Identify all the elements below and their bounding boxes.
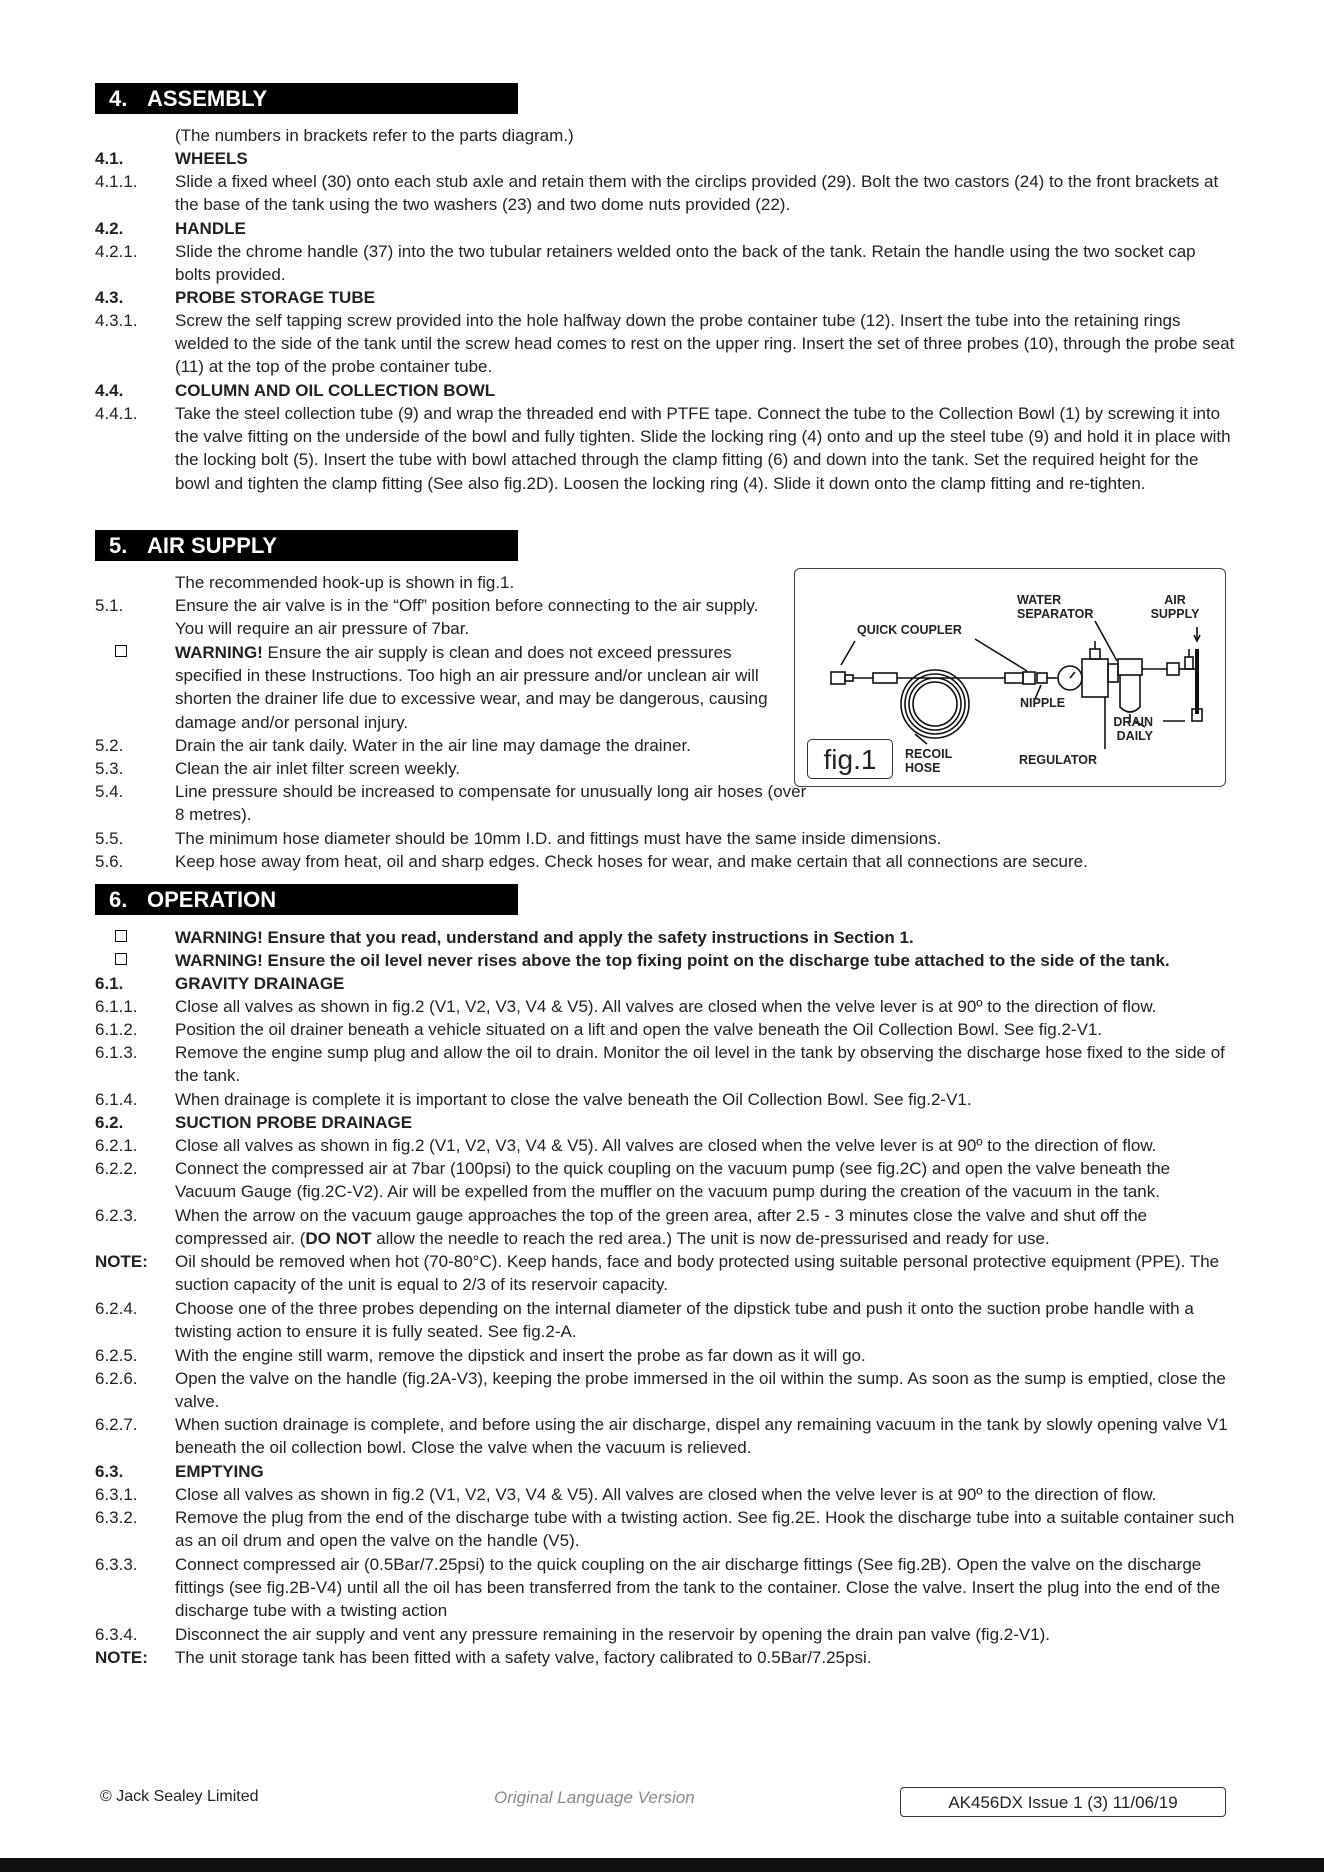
note-safety-valve: NOTE: The unit storage tank has been fitted with a safety valve, factory calibrated to 0.5Bar/7.25psi. bbox=[95, 1648, 872, 1667]
heading-column-bowl: 4.4. COLUMN AND OIL COLLECTION BOWL bbox=[95, 381, 496, 400]
paragraph-6-2-1: 6.2.1. Close all valves as shown in fig.2 (V1, V2, V3, V4 & V5). All valves are closed when the velve lever is at 90º to the direction of flow. bbox=[95, 1136, 1157, 1155]
heading-wheels: 4.1. WHEELS bbox=[95, 149, 248, 168]
paragraph-4-4-1: 4.4.1. Take the steel collection tube (9) and wrap the threaded end with PTFE tape. Connect the tube to the Collection Bowl (1) by screwing it into the valve fitting on the underside of the bowl and fully tighten. Slide the locking ring (4) onto and up the steel tube (9) and hold it in place with the locking bolt (5). Insert the tube with bowl attached through the clamp fitting (6) and down into the tank. Set the required height for the bowl and tighten the clamp fitting (See also fig.2D). Loosen the locking ring (4). Slide it down onto the clamp fitting and re-tighten. bbox=[95, 404, 1231, 493]
section-heading-air-supply bbox=[95, 530, 518, 561]
paragraph-6-3-1: 6.3.1. Close all valves as shown in fig.2 (V1, V2, V3, V4 & V5). All valves are closed when the velve lever is at 90º to the direction of flow. bbox=[95, 1485, 1157, 1504]
paragraph-4-2-1: 4.2.1. Slide the chrome handle (37) into the two tubular retainers welded onto the back of the tank. Retain the handle using the two socket cap bolts provided. bbox=[95, 242, 1196, 285]
paragraph-6-3-4: 6.3.4. Disconnect the air supply and vent any pressure remaining in the reservoir by opening the drain pan valve (fig.2-V1). bbox=[95, 1625, 1051, 1644]
section-number: 6. bbox=[109, 887, 128, 912]
checkbox-bullet-icon bbox=[115, 953, 127, 965]
section-number: 4. bbox=[109, 86, 128, 111]
nipple-shape bbox=[1037, 673, 1047, 683]
operation-warning-1: WARNING! Ensure that you read, understand and apply the safety instructions in Section 1. bbox=[95, 926, 1235, 949]
recoil-hose-shape bbox=[913, 682, 957, 726]
footer-issue-box: AK456DX Issue 1 (3) 11/06/19 bbox=[900, 1787, 1226, 1817]
paragraph-5-6: 5.6. Keep hose away from heat, oil and sharp edges. Check hoses for wear, and make certain that all connections are secure. bbox=[95, 852, 1088, 871]
section-heading-operation bbox=[95, 884, 518, 915]
paragraph-5-5: 5.5. The minimum hose diameter should be 10mm I.D. and fittings must have the same inside dimensions. bbox=[95, 829, 942, 848]
label-quick-coupler: QUICK COUPLER bbox=[857, 623, 962, 637]
figure-1-air-hookup bbox=[794, 568, 1226, 787]
label-recoil-hose: RECOIL HOSE bbox=[905, 747, 952, 775]
checkbox-bullet-icon bbox=[115, 645, 127, 657]
section-title: AIR SUPPLY bbox=[147, 533, 278, 558]
footer-language-version: Original Language Version bbox=[494, 1788, 695, 1807]
paragraph-5-2: 5.2. Drain the air tank daily. Water in the air line may damage the drainer. bbox=[95, 736, 691, 755]
air-supply-intro: The recommended hook-up is shown in fig.1. bbox=[175, 573, 515, 592]
paragraph-6-2-3: 6.2.3. When the arrow on the vacuum gauge approaches the top of the green area, after 2.5 - 3 minutes close the valve and shut off the compressed air. (DO NOT allow the needle to reach the red area.) The unit is now de-pressurised and ready for use. bbox=[95, 1206, 1148, 1249]
paragraph-4-1-1: 4.1.1. Slide a fixed wheel (30) onto each stub axle and retain them with the circlips provided (29). Bolt the two castors (24) to the front brackets at the base of the tank using the two washers (23) and two dome nuts provided (22). bbox=[95, 172, 1219, 215]
paragraph-6-2-6: 6.2.6. Open the valve on the handle (fig.2A-V3), keeping the probe immersed in the oil within the sump. As soon as the sump is emptied, close the valve. bbox=[95, 1369, 1226, 1412]
assembly-intro: (The numbers in brackets refer to the parts diagram.) bbox=[175, 126, 574, 145]
paragraph-6-1-2: 6.1.2. Position the oil drainer beneath a vehicle situated on a lift and open the valve beneath the Oil Collection Bowl. See fig.2-V1. bbox=[95, 1020, 1103, 1039]
bottom-rule bbox=[0, 1858, 1324, 1872]
paragraph-6-3-2: 6.3.2. Remove the plug from the end of the discharge tube with a twisting action. See fig.2E. Hook the discharge tube into a suitable container such as an oil drum and open the valve on the handle (V5). bbox=[95, 1508, 1235, 1551]
paragraph-6-3-3: 6.3.3. Connect compressed air (0.5Bar/7.25psi) to the quick coupling on the air discharge fittings (See fig.2B). Open the valve on the discharge fittings (see fig.2B-V4) until all the oil has been transferred from the tank to the container. Close the valve. Insert the plug into the end of the discharge tube with a twisting action bbox=[95, 1555, 1221, 1621]
paragraph-6-2-7: 6.2.7. When suction drainage is complete, and before using the air discharge, dispel any remaining vacuum in the tank by slowly opening valve V1 beneath the oil collection bowl. Close the valve when the vacuum is relieved. bbox=[95, 1415, 1228, 1458]
paragraph-6-1-4: 6.1.4. When drainage is complete it is important to close the valve beneath the Oil Collection Bowl. See fig.2-V1. bbox=[95, 1090, 972, 1109]
section-heading-assembly bbox=[95, 83, 518, 114]
label-drain-daily: DRAIN DAILY bbox=[1113, 715, 1153, 743]
note-hot-oil: NOTE: Oil should be removed when hot (70-80°C). Keep hands, face and body protected using suitable personal protective equipment (PPE). The suction capacity of the unit is equal to 2/3 of its reservoir capacity. bbox=[95, 1252, 1220, 1295]
label-nipple: NIPPLE bbox=[1020, 696, 1066, 710]
heading-handle: 4.2. HANDLE bbox=[95, 219, 246, 238]
section-title: OPERATION bbox=[147, 887, 277, 912]
paragraph-5-3: 5.3. Clean the air inlet filter screen weekly. bbox=[95, 759, 461, 778]
label-water-separator: WATER SEPARATOR bbox=[1017, 593, 1094, 621]
paragraph-6-1-1: 6.1.1. Close all valves as shown in fig.2 (V1, V2, V3, V4 & V5). All valves are closed when the velve lever is at 90º to the direction of flow. bbox=[95, 997, 1157, 1016]
paragraph-4-3-1: 4.3.1. Screw the self tapping screw provided into the hole halfway down the probe container tube (12). Insert the tube into the retaining rings welded to the side of the tank until the screw head comes to rest on the upper ring. Insert the set of three probes (10), through the probe seat (11) at the top of the probe container tube. bbox=[95, 311, 1235, 377]
footer-copyright: © Jack Sealey Limited bbox=[100, 1788, 259, 1805]
paragraph-6-2-5: 6.2.5. With the engine still warm, remove the dipstick and insert the probe as far down as it will go. bbox=[95, 1346, 866, 1365]
checkbox-bullet-icon bbox=[115, 930, 127, 942]
operation-warning-2: WARNING! Ensure the oil level never rises above the top fixing point on the discharge tube attached to the side of the tank. bbox=[95, 949, 1235, 972]
figure-tag: fig.1 bbox=[807, 739, 893, 779]
heading-gravity-drainage: 6.1. GRAVITY DRAINAGE bbox=[95, 974, 345, 993]
heading-probe-storage-tube: 4.3. PROBE STORAGE TUBE bbox=[95, 288, 375, 307]
label-regulator: REGULATOR bbox=[1019, 753, 1098, 767]
water-separator-shape bbox=[1120, 675, 1140, 712]
coupler-left-shape bbox=[831, 672, 845, 684]
paragraph-6-2-4: 6.2.4. Choose one of the three probes depending on the internal diameter of the dipstick tube and push it onto the suction probe handle with a twisting action to ensure it is fully seated. See fig.2-A. bbox=[95, 1299, 1194, 1342]
section-number: 5. bbox=[109, 533, 128, 558]
paragraph-5-1: 5.1. Ensure the air valve is in the “Off” position before connecting to the air supply. You will require an air pressure of 7bar. bbox=[95, 596, 759, 639]
paragraph-6-2-2: 6.2.2. Connect the compressed air at 7bar (100psi) to the quick coupling on the vacuum pump (see fig.2C) and open the valve beneath the Vacuum Gauge (fig.2C-V2). Air will be expelled from the muffler on the vacuum pump during the creation of the vacuum in the tank. bbox=[95, 1159, 1171, 1202]
air-supply-warning: WARNING! Ensure the air supply is clean and does not exceed pressures specified in these Instructions. Too high an air pressure and/or unclean air will shorten the drainer life due to excessive wear, and may be dangerous, causing damage and/or personal injury. bbox=[95, 641, 775, 734]
label-air-supply: AIR SUPPLY bbox=[1150, 593, 1200, 621]
section-title: ASSEMBLY bbox=[147, 86, 268, 111]
heading-emptying: 6.3. EMPTYING bbox=[95, 1462, 264, 1481]
paragraph-5-4: 5.4. Line pressure should be increased to compensate for unusually long air hoses (over 8 metres). bbox=[95, 782, 807, 825]
heading-suction-probe-drainage: 6.2. SUCTION PROBE DRAINAGE bbox=[95, 1113, 413, 1132]
paragraph-6-1-3: 6.1.3. Remove the engine sump plug and allow the oil to drain. Monitor the oil level in the tank by observing the discharge hose fixed to the side of the tank. bbox=[95, 1043, 1225, 1086]
